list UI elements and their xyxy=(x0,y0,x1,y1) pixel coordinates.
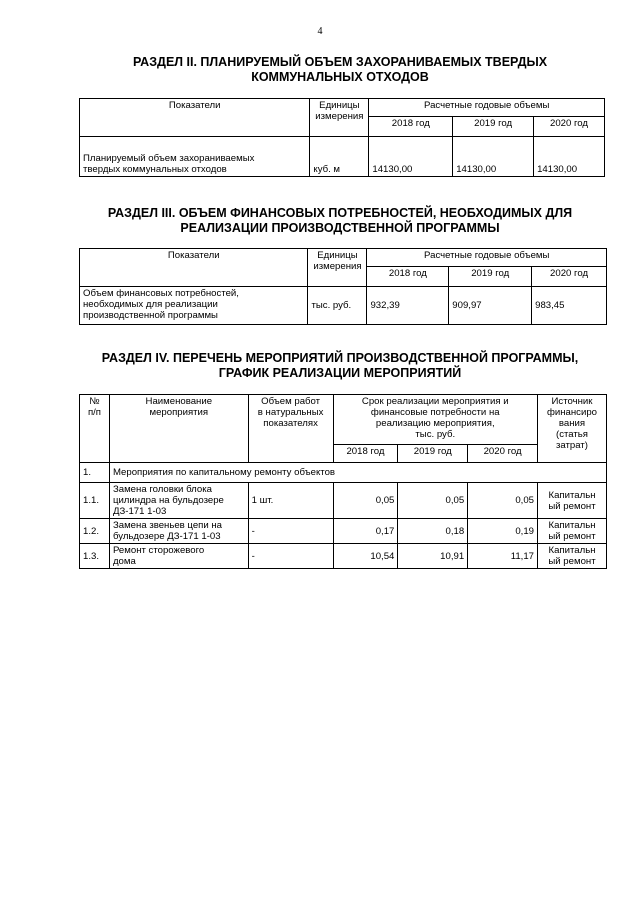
s4-header-num-l2: п/п xyxy=(87,407,101,418)
row-num: 1.1. xyxy=(80,483,110,519)
row-source-l2: ый ремонт xyxy=(548,556,596,567)
s4-header-volume-l3: показателях xyxy=(263,418,318,429)
row-value-2018: 10,54 xyxy=(333,544,398,569)
s4-header-volume-l2: в натуральных xyxy=(257,407,324,418)
s2-year-2019: 2019 год xyxy=(453,117,534,137)
row-name xyxy=(109,519,248,544)
row-source-l1: Капитальн xyxy=(548,489,596,501)
s2-header-units xyxy=(310,99,369,137)
s3-year-2018: 2018 год xyxy=(367,267,449,287)
s2-row-name xyxy=(80,137,310,177)
s4-header-source xyxy=(538,395,607,463)
s4-year-2020: 2020 год xyxy=(468,445,538,463)
s2-year-2018: 2018 год xyxy=(369,117,453,137)
s4-header-name-l1: Наименование xyxy=(145,396,213,407)
section3-table xyxy=(79,248,607,325)
table-row xyxy=(80,519,607,544)
s2-units-l2: измерения xyxy=(315,111,364,122)
section4-table xyxy=(79,394,607,569)
section3-title-line1: РАЗДЕЛ III. ОБЪЕМ ФИНАНСОВЫХ ПОТРЕБНОСТЕЙ, НЕОБХОДИМЫХ ДЛЯ xyxy=(107,206,573,220)
s4-year-2019: 2019 год xyxy=(398,445,468,463)
row-name xyxy=(109,544,248,569)
row-source xyxy=(538,483,607,519)
s4-header-term-l1: Срок реализации мероприятия и xyxy=(361,396,509,407)
s3-units-l1: Единицы xyxy=(317,250,358,261)
row-name-l3: ДЗ-171 1-03 xyxy=(112,506,167,517)
s2-row-name-l1: Планируемый объем захораниваемых xyxy=(83,153,255,164)
s2-value-2020: 14130,00 xyxy=(534,137,605,177)
row-source-l2: ый ремонт xyxy=(548,500,596,512)
s4-group-num: 1. xyxy=(80,463,110,483)
section4-title-line1: РАЗДЕЛ IV. ПЕРЕЧЕНЬ МЕРОПРИЯТИЙ ПРОИЗВОДСТВЕННОЙ ПРОГРАММЫ, xyxy=(101,351,579,365)
s3-header-volumes: Расчетные годовые объемы xyxy=(367,249,607,267)
s4-header-volume xyxy=(248,395,333,463)
s2-year-2020: 2020 год xyxy=(534,117,605,137)
s2-value-2018: 14130,00 xyxy=(369,137,453,177)
row-num: 1.2. xyxy=(80,519,110,544)
s4-header-source-l2: финансиро xyxy=(546,407,597,418)
row-volume: 1 шт. xyxy=(248,483,333,519)
row-volume: - xyxy=(248,519,333,544)
s4-header-term-l4: тыс. руб. xyxy=(415,429,456,440)
s3-value-2018: 932,39 xyxy=(367,287,449,325)
row-source xyxy=(538,519,607,544)
row-name-l1: Замена звеньев цепи на xyxy=(112,520,223,531)
row-value-2019: 10,91 xyxy=(398,544,468,569)
s2-row-unit: куб. м xyxy=(310,137,369,177)
row-source-l1: Капитальн xyxy=(548,545,596,556)
s3-header-indicators: Показатели xyxy=(80,249,308,287)
section3-title-line2: РЕАЛИЗАЦИИ ПРОИЗВОДСТВЕННОЙ ПРОГРАММЫ xyxy=(180,221,500,235)
s4-header-volume-l1: Объем работ xyxy=(261,396,321,407)
s3-row-name xyxy=(80,287,308,325)
s3-row-name-l2: необходимых для реализации xyxy=(83,299,218,310)
row-name xyxy=(109,483,248,519)
s3-units-l2: измерения xyxy=(313,261,362,272)
s4-header-source-l5: затрат) xyxy=(556,440,588,451)
row-volume: - xyxy=(248,544,333,569)
table-row xyxy=(80,483,607,519)
row-source-l1: Капитальн xyxy=(548,520,596,531)
page-number: 4 xyxy=(317,26,323,37)
section4-title-line2: ГРАФИК РЕАЛИЗАЦИИ МЕРОПРИЯТИЙ xyxy=(218,366,462,380)
s3-row-name-l3: производственной программы xyxy=(83,310,218,321)
s4-header-name xyxy=(109,395,248,463)
s4-header-name-l2: мероприятия xyxy=(149,407,209,418)
row-value-2018: 0,05 xyxy=(333,483,398,519)
row-source xyxy=(538,544,607,569)
s4-group-name: Мероприятия по капитальному ремонту объектов xyxy=(109,463,606,483)
row-name-l1: Ремонт сторожевого xyxy=(112,545,205,556)
table-row xyxy=(80,544,607,569)
s3-year-2020: 2020 год xyxy=(532,267,607,287)
s4-header-term-l2: финансовые потребности на xyxy=(370,407,500,418)
s2-value-2019: 14130,00 xyxy=(453,137,534,177)
s2-row-name-l2: твердых коммунальных отходов xyxy=(83,164,227,175)
s3-value-2019: 909,97 xyxy=(449,287,532,325)
s4-header-source-l3: вания xyxy=(558,418,586,429)
s3-header-units xyxy=(308,249,367,287)
s3-row-name-l1: Объем финансовых потребностей, xyxy=(83,288,239,299)
row-value-2020: 0,05 xyxy=(468,483,538,519)
s3-row-unit: тыс. руб. xyxy=(308,287,367,325)
section2-title xyxy=(80,55,600,85)
section4-title xyxy=(80,351,600,381)
section2-title-line1: РАЗДЕЛ II. ПЛАНИРУЕМЫЙ ОБЪЕМ ЗАХОРАНИВАЕМЫХ ТВЕРДЫХ xyxy=(132,55,548,69)
s4-header-num-l1: № xyxy=(89,396,100,407)
s4-header-term xyxy=(333,395,537,445)
row-value-2018: 0,17 xyxy=(333,519,398,544)
row-name-l2: дома xyxy=(112,556,136,567)
section3-title xyxy=(80,206,600,236)
row-name-l2: бульдозере ДЗ-171 1-03 xyxy=(112,531,221,542)
s2-units-l1: Единицы xyxy=(319,100,360,111)
row-value-2019: 0,18 xyxy=(398,519,468,544)
s2-header-volumes: Расчетные годовые объемы xyxy=(369,99,605,117)
row-value-2020: 0,19 xyxy=(468,519,538,544)
s4-year-2018: 2018 год xyxy=(333,445,398,463)
s4-header-source-l4: (статья xyxy=(556,429,588,440)
row-name-l1: Замена головки блока xyxy=(112,484,212,495)
s3-year-2019: 2019 год xyxy=(449,267,532,287)
s2-header-indicators: Показатели xyxy=(80,99,310,137)
s4-header-term-l3: реализацию мероприятия, xyxy=(375,418,495,429)
section2-title-line2: КОММУНАЛЬНЫХ ОТХОДОВ xyxy=(251,70,429,84)
section2-table xyxy=(79,98,605,177)
row-name-l2: цилиндра на бульдозере xyxy=(112,495,224,506)
row-num: 1.3. xyxy=(80,544,110,569)
row-value-2020: 11,17 xyxy=(468,544,538,569)
s4-header-source-l1: Источник xyxy=(551,396,593,407)
s3-value-2020: 983,45 xyxy=(532,287,607,325)
s4-header-num xyxy=(80,395,110,463)
row-source-l2: ый ремонт xyxy=(548,531,596,542)
row-value-2019: 0,05 xyxy=(398,483,468,519)
